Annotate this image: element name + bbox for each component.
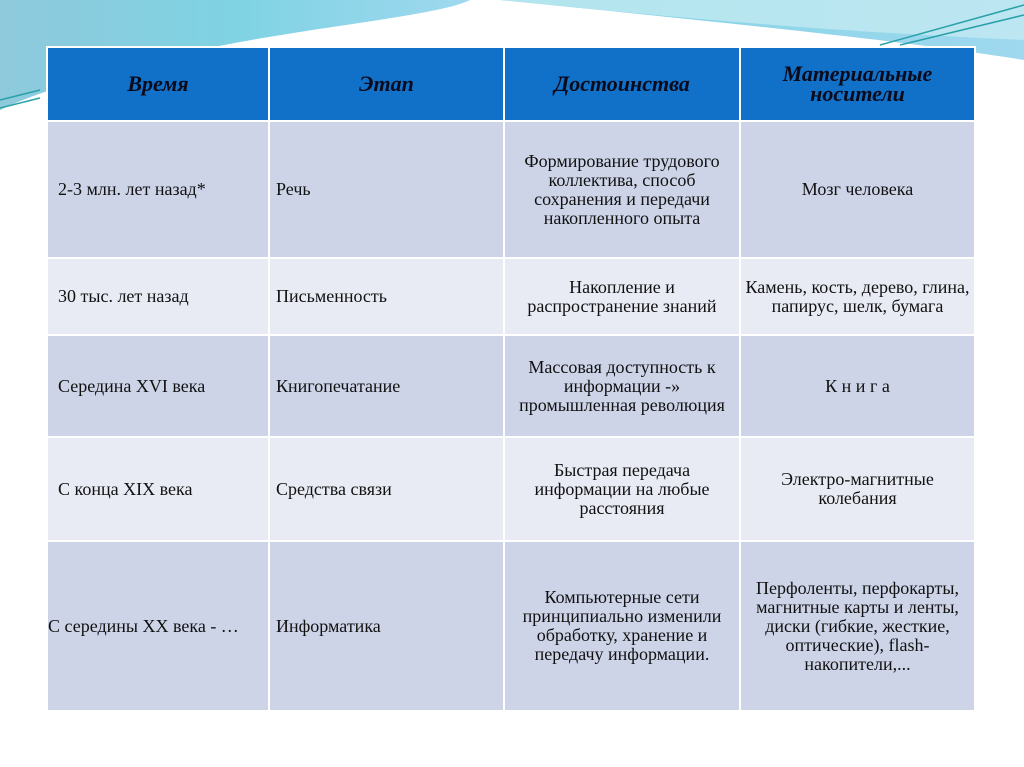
header-time: Время	[47, 47, 269, 121]
cell-advantages: Массовая доступность к информации -» промышленная революция	[504, 335, 740, 437]
cell-time: 30 тыс. лет назад	[47, 258, 269, 335]
cell-stage: Речь	[269, 121, 504, 258]
header-media: Материальные носители	[740, 47, 975, 121]
cell-time: 2-3 млн. лет назад*	[47, 121, 269, 258]
header-stage: Этап	[269, 47, 504, 121]
cell-media: К н и г а	[740, 335, 975, 437]
table-row	[47, 541, 975, 711]
header-advantages: Достоинства	[504, 47, 740, 121]
table-row	[47, 121, 975, 258]
cell-advantages: Компьютерные сети принципиально изменили обработку, хранение и передачу информации.	[504, 541, 740, 711]
cell-time: С середины XX века - …	[47, 541, 269, 711]
table-row	[47, 258, 975, 335]
cell-media: Электро-магнитные колебания	[740, 437, 975, 541]
history-info-table	[46, 46, 976, 712]
cell-stage: Книгопечатание	[269, 335, 504, 437]
cell-media: Перфоленты, перфокарты, магнитные карты и ленты, диски (гибкие, жесткие, оптические), flash-накопители,...	[740, 541, 975, 711]
cell-time: С конца XIX века	[47, 437, 269, 541]
cell-media: Камень, кость, дерево, глина, папирус, шелк, бумага	[740, 258, 975, 335]
table-header-row	[47, 47, 975, 121]
cell-stage: Средства связи	[269, 437, 504, 541]
table-row	[47, 437, 975, 541]
cell-advantages: Накопление и распространение знаний	[504, 258, 740, 335]
cell-stage: Письменность	[269, 258, 504, 335]
cell-advantages: Быстрая передача информации на любые расстояния	[504, 437, 740, 541]
cell-stage: Информатика	[269, 541, 504, 711]
cell-time: Середина XVI века	[47, 335, 269, 437]
cell-media: Мозг человека	[740, 121, 975, 258]
table-row	[47, 335, 975, 437]
cell-advantages: Формирование трудового коллектива, способ сохранения и передачи накопленного опыта	[504, 121, 740, 258]
